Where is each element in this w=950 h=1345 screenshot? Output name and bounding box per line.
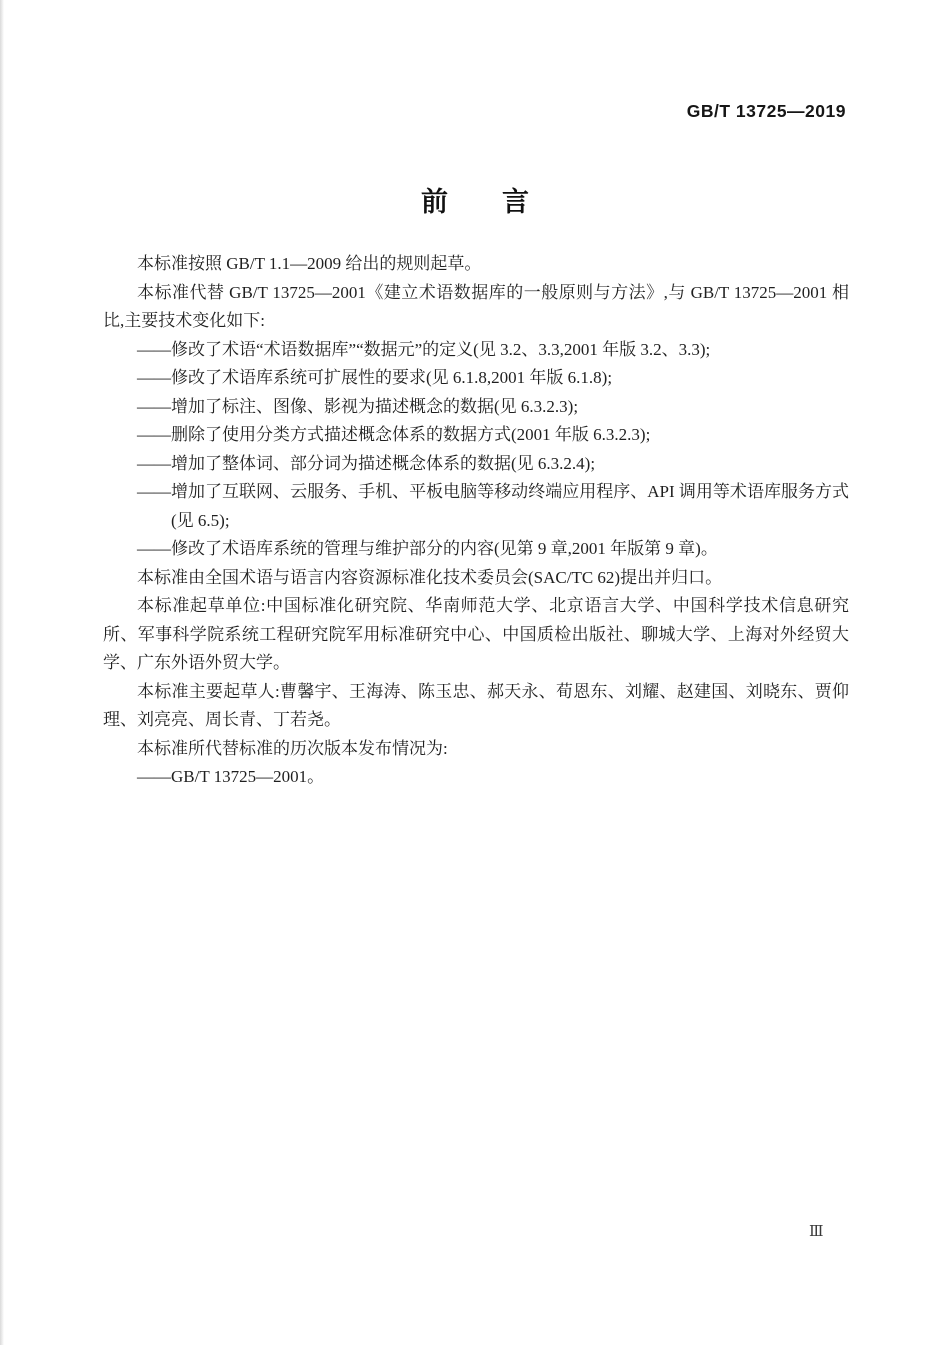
paragraph-replacement: 本标准代替 GB/T 13725—2001《建立术语数据库的一般原则与方法》,与 GB/T 13725—2001 相比,主要技术变化如下: <box>103 282 849 330</box>
foreword-body <box>103 250 849 792</box>
paragraph-version-history: 本标准所代替标准的历次版本发布情况为: <box>137 738 448 758</box>
change-item: ——修改了术语库系统的管理与维护部分的内容(见第 9 章,2001 年版第 9 章)。 <box>137 539 718 558</box>
change-item: ——增加了标注、图像、影视为描述概念的数据(见 6.3.2.3); <box>137 396 579 416</box>
change-item: ——修改了术语库系统可扩展性的要求(见 6.1.8,2001 年版 6.1.8); <box>137 368 613 387</box>
paragraph-drafting-units: 本标准起草单位:中国标准化研究院、华南师范大学、北京语言大学、中国科学技术信息研究所、军事科学院系统工程研究院军用标准研究中心、中国质检出版社、聊城大学、上海对外经贸大学、广东外语外贸大学。 <box>103 596 849 672</box>
page-number: Ⅲ <box>809 1222 824 1240</box>
change-item: ——增加了互联网、云服务、手机、平板电脑等移动终端应用程序、API 调用等术语库服务方式(见 6.5); <box>137 482 849 530</box>
change-item: ——修改了术语“术语数据库”“数据元”的定义(见 3.2、3.3,2001 年版 3.2、3.3); <box>137 339 711 359</box>
change-item: ——增加了整体词、部分词为描述概念体系的数据(见 6.3.2.4); <box>137 453 596 473</box>
standard-number: GB/T 13725—2019 <box>686 101 846 121</box>
paragraph-drafting-rule: 本标准按照 GB/T 1.1—2009 给出的规则起草。 <box>137 254 482 273</box>
paragraph-committee: 本标准由全国术语与语言内容资源标准化技术委员会(SAC/TC 62)提出并归口。 <box>137 567 723 587</box>
previous-version-item: ——GB/T 13725—2001。 <box>137 767 325 786</box>
change-item: ——删除了使用分类方式描述概念体系的数据方式(2001 年版 6.3.2.3); <box>137 425 651 444</box>
page-title: 前 言 <box>421 187 529 217</box>
paragraph-drafters: 本标准主要起草人:曹馨宇、王海涛、陈玉忠、郝天永、荀恩东、刘耀、赵建国、刘晓东、贾仰理、刘亮亮、周长青、丁若尧。 <box>103 681 849 729</box>
